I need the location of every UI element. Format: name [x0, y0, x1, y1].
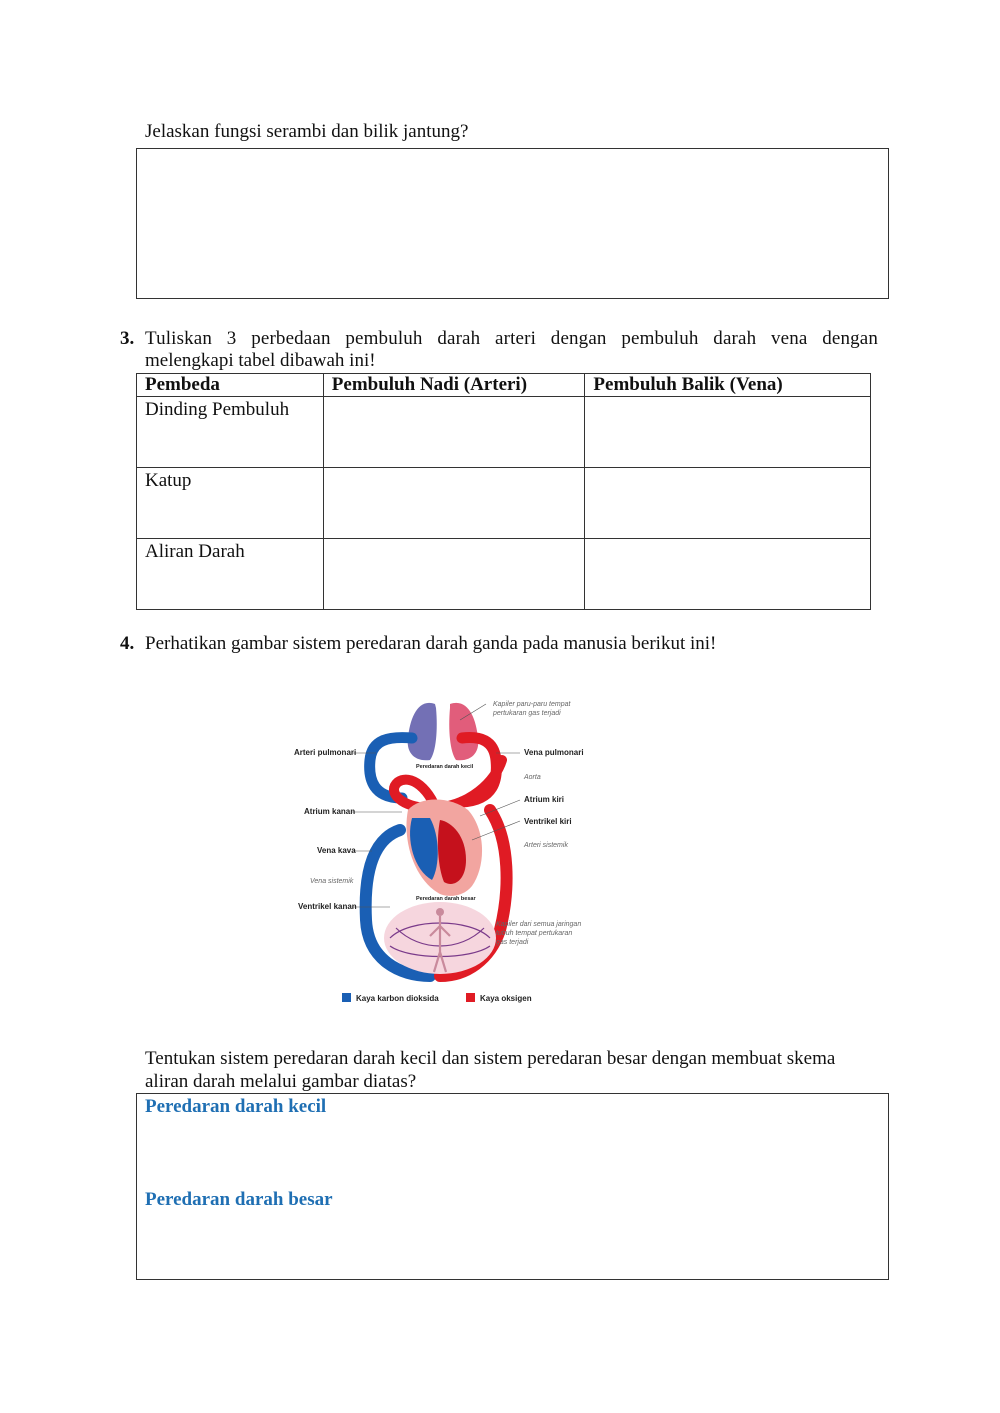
table-header-row: [137, 374, 871, 397]
q2-question: Jelaskan fungsi serambi dan bilik jantung?: [145, 121, 469, 142]
vena-cell[interactable]: [585, 539, 871, 610]
label-kapiler-paru-2: pertukaran gas terjadi: [493, 710, 561, 717]
table-header-cell: Pembuluh Nadi (Arteri): [323, 374, 585, 397]
q3-number: 3.: [120, 328, 135, 349]
label-ventrikel-kiri: Ventrikel kiri: [524, 817, 572, 826]
circulation-diagram-svg: [290, 690, 590, 1010]
label-kapiler-tubuh-1: Kapiler dari semua jaringan: [496, 921, 582, 928]
q4-task-line1: Tentukan sistem peredaran darah kecil dan sistem peredaran besar dengan membuat skema: [145, 1048, 836, 1069]
peredaran-besar-input[interactable]: [145, 1215, 884, 1277]
heart-illustration: [406, 800, 482, 896]
table-row: [137, 397, 871, 468]
legend-red-label: Kaya oksigen: [480, 994, 532, 1003]
arteri-aliran-input[interactable]: [324, 539, 585, 608]
arteri-cell[interactable]: [323, 468, 585, 539]
label-kapiler-tubuh-3: gas terjadi: [496, 939, 529, 946]
legend-blue-label: Kaya karbon dioksida: [356, 994, 439, 1003]
lungs-illustration: [408, 703, 479, 760]
vena-cell[interactable]: [585, 397, 871, 468]
heading-peredaran-kecil: Peredaran darah kecil: [145, 1096, 327, 1117]
arteri-cell[interactable]: [323, 539, 585, 610]
label-atrium-kanan: Atrium kanan: [304, 807, 356, 816]
q4-number: 4.: [120, 633, 135, 654]
row-label-aliran: Aliran Darah: [137, 539, 324, 610]
arteri-cell[interactable]: [323, 397, 585, 468]
label-vena-kava: Vena kava: [317, 846, 356, 855]
arteri-dinding-input[interactable]: [324, 397, 585, 466]
heading-peredaran-besar: Peredaran darah besar: [145, 1189, 333, 1210]
peredaran-kecil-input[interactable]: [145, 1122, 884, 1184]
label-aorta: Aorta: [524, 774, 541, 781]
label-arteri-pulmonari: Arteri pulmonari: [294, 748, 357, 757]
label-atrium-kiri: Atrium kiri: [524, 795, 565, 804]
q3-question-line2: melengkapi tabel dibawah ini!: [145, 350, 376, 371]
table-row: [137, 539, 871, 610]
row-label-katup: Katup: [137, 468, 324, 539]
q3-question-line1: Tuliskan 3 perbedaan pembuluh darah arteri dengan pembuluh darah vena dengan: [145, 328, 878, 349]
label-peredaran-besar: Peredaran darah besar: [416, 896, 476, 902]
arteri-katup-input[interactable]: [324, 468, 585, 537]
label-ventrikel-kanan: Ventrikel kanan: [298, 902, 357, 911]
table-row: [137, 468, 871, 539]
vena-katup-input[interactable]: [585, 468, 870, 537]
label-arteri-sistemik: Arteri sistemik: [524, 842, 568, 849]
table-header-cell: Pembuluh Balik (Vena): [585, 374, 871, 397]
vena-aliran-input[interactable]: [585, 539, 870, 608]
q4-answer-box[interactable]: [136, 1093, 889, 1280]
q2-answer-box[interactable]: [136, 148, 889, 299]
vena-cell[interactable]: [585, 468, 871, 539]
q2-answer-input[interactable]: [137, 149, 888, 298]
legend-blue-swatch: [342, 993, 351, 1002]
label-peredaran-kecil: Peredaran darah kecil: [416, 764, 474, 770]
q4-question: Perhatikan gambar sistem peredaran darah ganda pada manusia berikut ini!: [145, 633, 717, 654]
label-kapiler-paru-1: Kapiler paru-paru tempat: [493, 701, 571, 708]
label-kapiler-tubuh-2: tubuh tempat pertukaran: [496, 930, 573, 937]
body-capillary-illustration: [384, 902, 496, 974]
table-header-cell: Pembeda: [137, 374, 324, 397]
circulation-diagram: [290, 690, 590, 1010]
comparison-table: [136, 373, 871, 610]
legend-red-swatch: [466, 993, 475, 1002]
q4-task-line2: aliran darah melalui gambar diatas?: [145, 1071, 417, 1092]
label-vena-sistemik: Vena sistemik: [310, 878, 354, 885]
vena-dinding-input[interactable]: [585, 397, 870, 466]
label-vena-pulmonari: Vena pulmonari: [524, 748, 584, 757]
row-label-dinding: Dinding Pembuluh: [137, 397, 324, 468]
